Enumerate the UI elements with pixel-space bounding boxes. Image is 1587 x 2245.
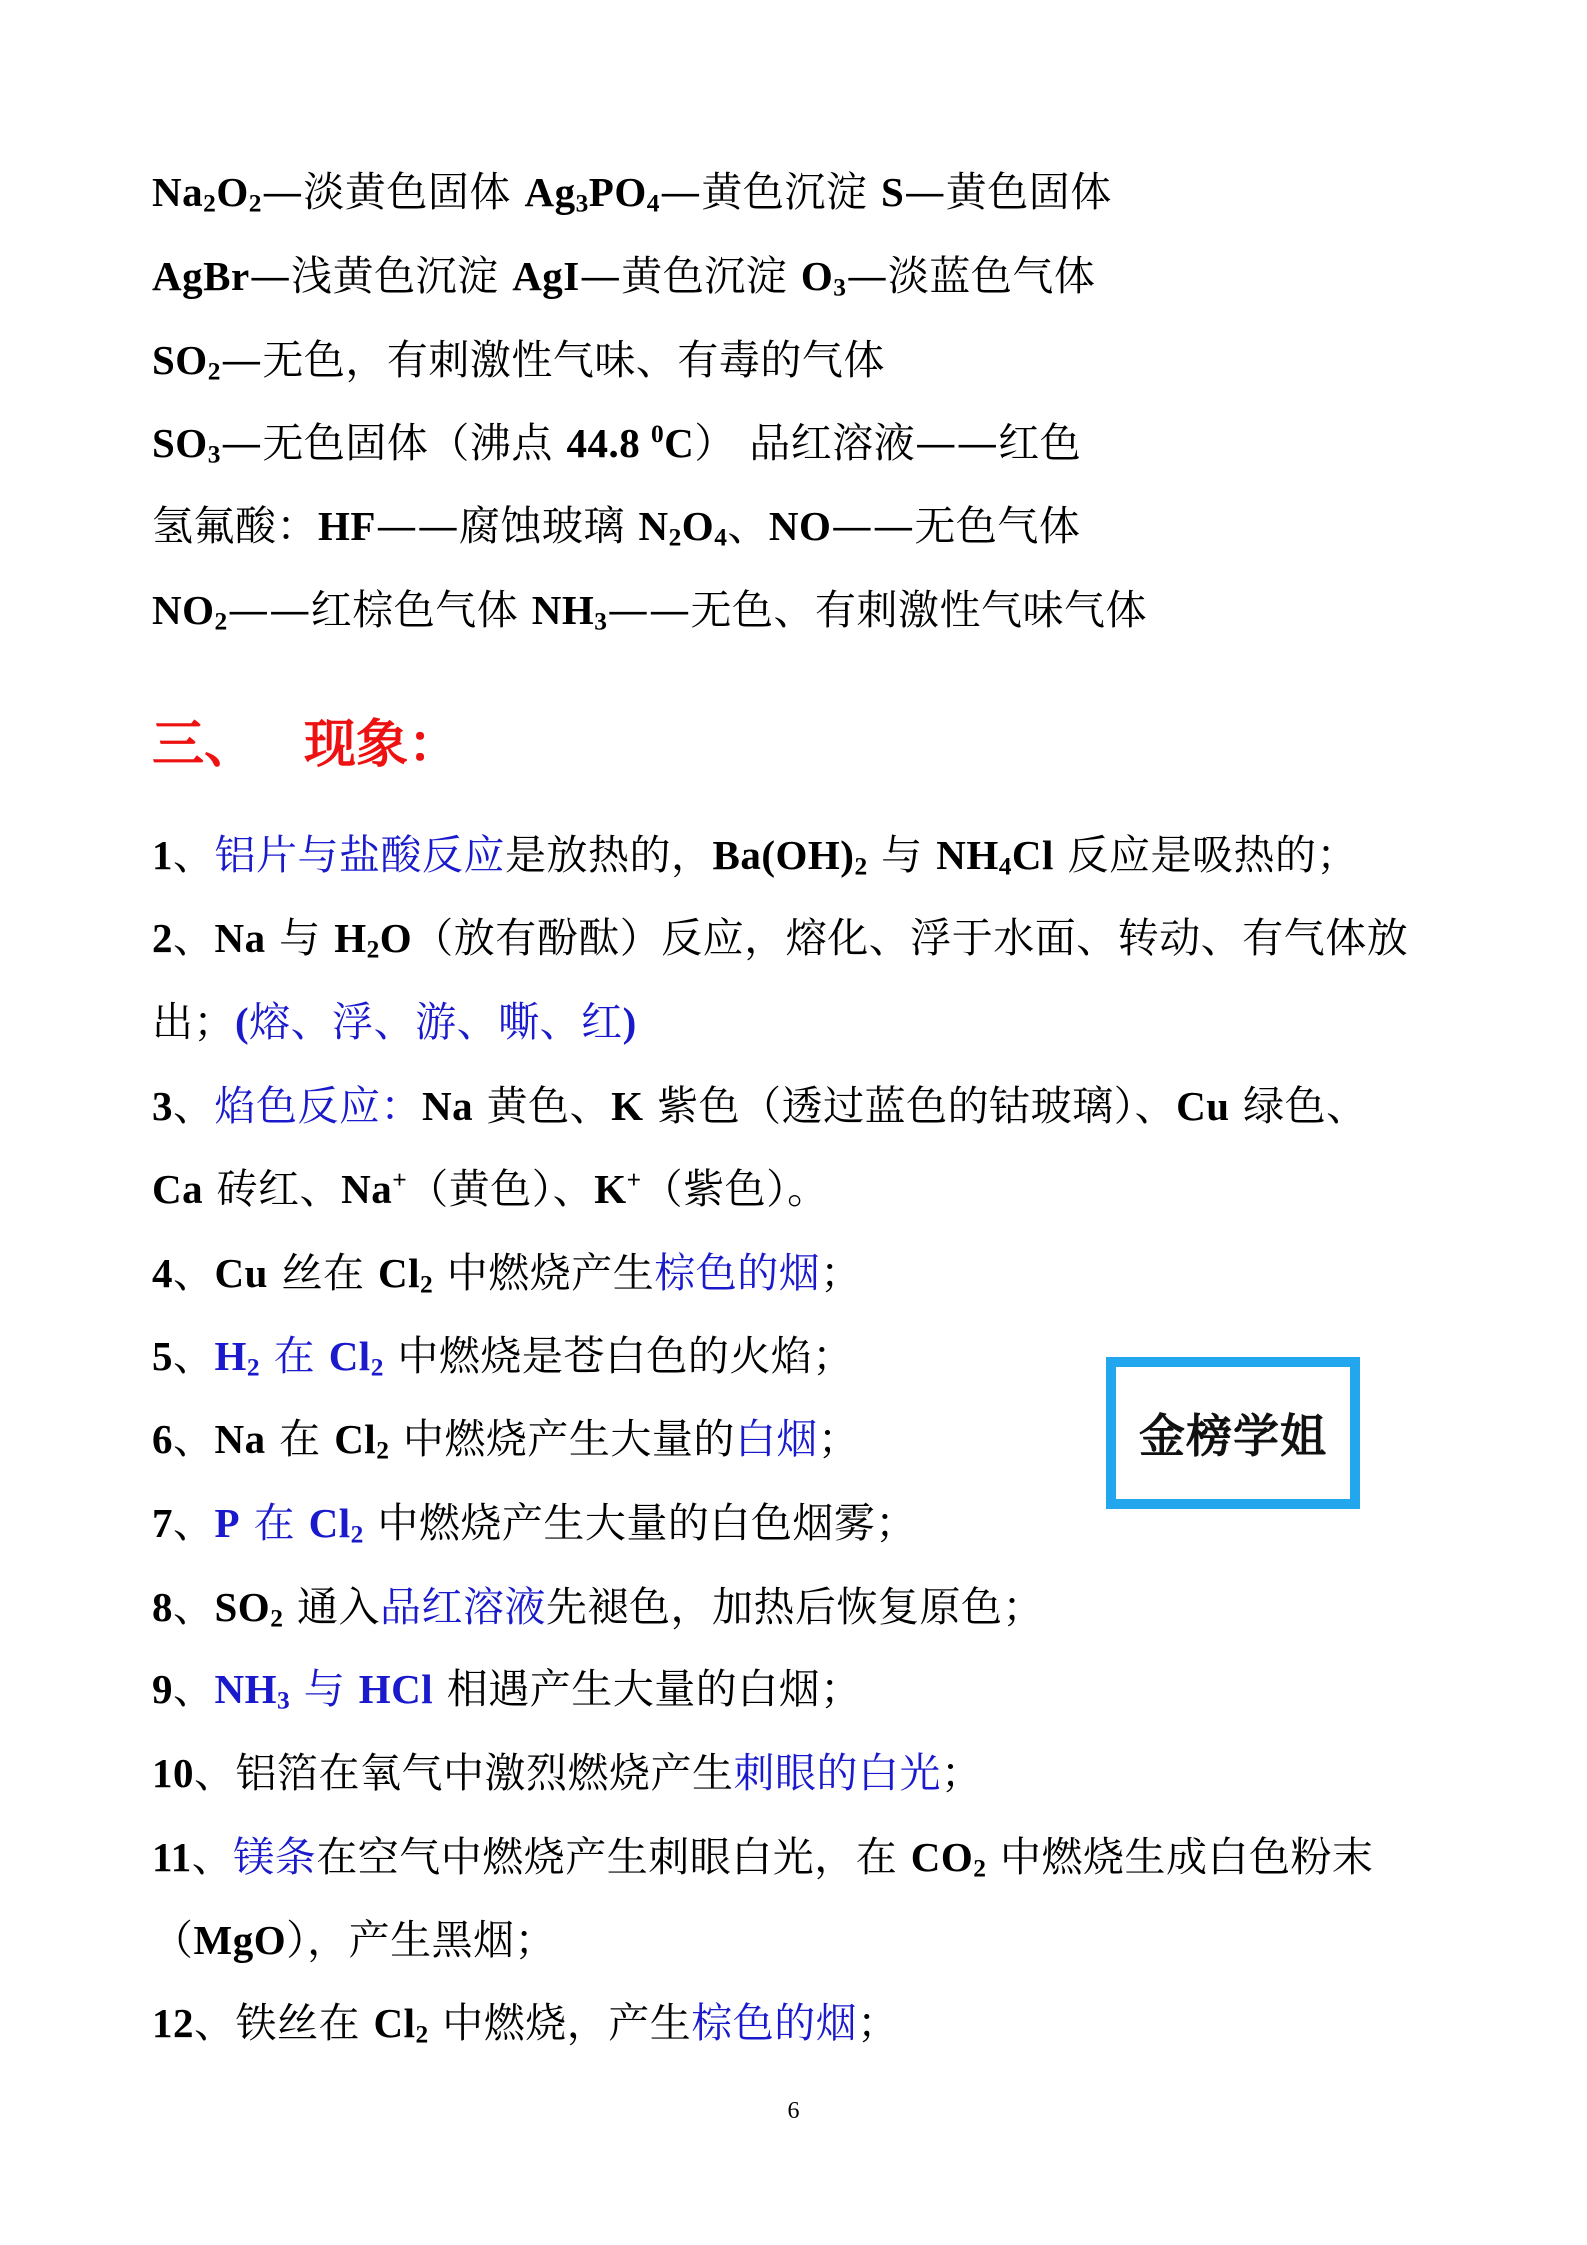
text-run: 在 — [240, 1499, 309, 1547]
phenomenon-item-11-cont — [152, 1916, 556, 1965]
text-run: ) — [622, 999, 637, 1045]
text-run: K — [594, 1166, 627, 1212]
subscript: 4 — [998, 852, 1012, 881]
text-run: 棕色的烟 — [691, 1999, 858, 2047]
text-run: ； — [941, 1749, 983, 1797]
text-run: 丝在 — [267, 1249, 378, 1297]
text-run: SO — [214, 1584, 271, 1630]
property-line-6 — [152, 586, 1147, 635]
text-run: ——无色、有刺激性气味气体 — [607, 586, 1147, 634]
text-run: 镁条 — [233, 1833, 317, 1881]
text-run: ——无色气体 — [831, 502, 1081, 550]
text-run: 6 — [152, 1416, 173, 1462]
text-run: O — [379, 915, 413, 961]
phenomenon-item-10 — [152, 1749, 983, 1798]
text-run: 11 — [152, 1834, 192, 1880]
text-run: 、 — [191, 1833, 234, 1881]
text-run: Na — [422, 1083, 474, 1129]
text-run: 砖红、 — [203, 1165, 342, 1213]
text-run: 7 — [152, 1500, 173, 1546]
subscript: 2 — [415, 2020, 429, 2049]
text-run: K — [611, 1083, 644, 1129]
text-run: —浅黄色沉淀 — [249, 252, 513, 300]
text-run: 在空气中燃烧产生刺眼白光，在 — [316, 1833, 911, 1881]
phenomenon-item-4 — [152, 1249, 862, 1298]
text-run: C — [664, 420, 695, 466]
text-run: S — [880, 169, 905, 215]
text-run: —黄色沉淀 — [579, 252, 801, 300]
section-title: 现象： — [304, 715, 461, 775]
text-run: ——腐蚀玻璃 — [375, 502, 639, 550]
text-run: Na — [214, 915, 266, 961]
text-run: O — [681, 503, 715, 549]
superscript: + — [392, 1165, 408, 1194]
property-line-4 — [152, 419, 1081, 468]
text-run: 棕色的烟 — [654, 1249, 821, 1297]
text-run: N — [638, 503, 669, 549]
text-run: 、 — [173, 1415, 215, 1463]
text-run: 、铁丝在 — [194, 1999, 374, 2047]
text-run: 与 — [265, 914, 335, 962]
text-run: （黄色）、 — [407, 1165, 595, 1213]
phenomenon-item-7 — [152, 1499, 917, 1548]
text-run: NO — [152, 587, 215, 633]
text-run: 与 — [290, 1665, 359, 1713]
text-run: 白烟 — [734, 1415, 818, 1463]
text-run: —淡黄色固体 — [261, 168, 525, 216]
text-run: 12 — [152, 2000, 194, 2046]
text-run: Cl — [1011, 832, 1054, 878]
text-run: PO — [588, 169, 647, 215]
text-run: 先褪色，加热后恢复原色； — [545, 1583, 1044, 1631]
text-run: 、 — [727, 502, 769, 550]
property-line-3 — [152, 336, 885, 385]
phenomenon-item-11 — [152, 1833, 1374, 1882]
text-run: H — [214, 1333, 247, 1379]
phenomenon-item-12 — [152, 1999, 899, 2048]
subscript: 4 — [714, 523, 728, 552]
subscript: 2 — [668, 523, 682, 552]
subscript: 2 — [207, 357, 221, 386]
text-run: Na — [214, 1416, 266, 1462]
text-run: Na — [341, 1166, 393, 1212]
text-run: Cl — [378, 1250, 420, 1296]
property-line-2 — [152, 252, 1095, 301]
text-run: ( — [235, 999, 250, 1045]
text-run: 、 — [173, 1249, 215, 1297]
text-run: 8 — [152, 1584, 173, 1630]
text-run: —无色固体（沸点 — [220, 419, 567, 467]
text-run: Cl — [328, 1333, 371, 1379]
text-run: 、 — [173, 914, 215, 962]
text-run: 黄色、 — [473, 1082, 612, 1130]
text-run: Cu — [214, 1250, 268, 1296]
text-run: 熔、浮、游、嘶、红 — [249, 998, 623, 1046]
property-line-5 — [152, 502, 1080, 551]
subscript: 2 — [350, 1520, 364, 1549]
text-run: 与 — [867, 831, 937, 879]
text-run: Na — [152, 169, 204, 215]
text-run: 4 — [152, 1250, 173, 1296]
text-run: Cl — [334, 1416, 377, 1462]
text-run: 氢氟酸： — [152, 502, 318, 550]
subscript: 3 — [575, 189, 589, 218]
text-run: 铝片与盐酸反应 — [214, 831, 505, 879]
phenomenon-item-9 — [152, 1665, 862, 1714]
text-run: （放有酚酞）反应，熔化、浮于水面、转动、有气体放 — [412, 914, 1409, 962]
text-run: 、 — [173, 1665, 215, 1713]
text-run: —黄色沉淀 — [659, 168, 881, 216]
text-run: （ — [152, 1916, 194, 1964]
text-run: HCl — [358, 1666, 434, 1712]
phenomenon-item-8 — [152, 1583, 1044, 1632]
subscript: 2 — [370, 1353, 384, 1382]
text-run: 通入 — [283, 1583, 380, 1631]
text-run: 反应是吸热的； — [1053, 831, 1358, 879]
subscript: 2 — [854, 852, 868, 881]
text-run: 出； — [152, 998, 235, 1046]
text-run: 10 — [152, 1750, 194, 1796]
text-run: 、 — [173, 1583, 215, 1631]
subscript: 2 — [270, 1604, 284, 1633]
text-run: 、 — [173, 831, 215, 879]
text-run: NO — [768, 503, 832, 549]
subscript: 2 — [973, 1854, 987, 1883]
text-run: —无色，有刺激性气味、有毒的气体 — [220, 336, 885, 384]
subscript: 2 — [203, 189, 217, 218]
phenomenon-item-6 — [152, 1415, 859, 1464]
text-run: 中燃烧产生 — [433, 1249, 655, 1297]
subscript: 3 — [833, 273, 847, 302]
text-run: Cl — [308, 1500, 351, 1546]
text-run: 、 — [173, 1499, 215, 1547]
text-run: Cl — [373, 2000, 416, 2046]
superscript: + — [626, 1165, 642, 1194]
text-run: O — [800, 253, 834, 299]
text-run: O — [216, 169, 249, 215]
section-heading — [152, 702, 460, 777]
phenomenon-item-3 — [152, 1082, 1368, 1131]
text-run: Ca — [152, 1166, 204, 1212]
text-run: ），产生黑烟； — [286, 1916, 557, 1964]
page-number: 6 — [787, 2098, 800, 2124]
phenomenon-item-2-cont — [152, 998, 637, 1047]
subscript: 2 — [376, 1436, 390, 1465]
text-run: SO — [152, 420, 208, 466]
watermark-stamp — [1106, 1357, 1360, 1509]
subscript: 4 — [646, 189, 660, 218]
text-run: （紫色）。 — [641, 1165, 829, 1213]
text-run: 中燃烧是苍白色的火焰； — [383, 1332, 854, 1380]
text-run: 是放热的， — [505, 831, 713, 879]
text-run: 刺眼的白光 — [733, 1749, 941, 1797]
text-run: 相遇产生大量的白烟； — [433, 1665, 862, 1713]
text-run: H — [334, 915, 367, 961]
subscript: 2 — [420, 1270, 434, 1299]
text-run: 2 — [152, 915, 173, 961]
text-run: 3 — [152, 1083, 173, 1129]
subscript: 3 — [277, 1686, 291, 1715]
text-run: P — [214, 1500, 241, 1546]
text-run: 紫色（透过蓝色的钴玻璃）、 — [643, 1082, 1177, 1130]
phenomenon-item-2 — [152, 914, 1408, 963]
stamp-text: 金榜学姐 — [1139, 1409, 1327, 1463]
text-run: HF — [318, 503, 376, 549]
text-run: 中燃烧产生大量的 — [389, 1415, 735, 1463]
subscript: 2 — [246, 1353, 261, 1382]
subscript: 3 — [207, 440, 221, 469]
text-run: 焰色反应： — [214, 1082, 422, 1130]
text-run: 在 — [260, 1332, 329, 1380]
text-run: MgO — [193, 1917, 287, 1963]
text-run: AgBr — [152, 253, 250, 299]
superscript: 0 — [650, 419, 665, 448]
text-run: 中燃烧，产生 — [428, 1999, 692, 2047]
phenomenon-item-5 — [152, 1332, 854, 1381]
text-run: 绿色、 — [1229, 1082, 1368, 1130]
subscript: 3 — [594, 607, 608, 636]
text-run: 44.8 — [566, 420, 651, 466]
text-run: ； — [857, 1999, 899, 2047]
text-run: ） 品红溶液——红色 — [694, 419, 1082, 467]
text-run: 中燃烧产生大量的白色烟雾； — [363, 1499, 917, 1547]
text-run: 1 — [152, 832, 173, 878]
text-run: 、 — [173, 1082, 215, 1130]
subscript: 2 — [248, 189, 262, 218]
text-run: —淡蓝色气体 — [846, 252, 1096, 300]
text-run: SO — [152, 337, 208, 383]
section-number: 三、 — [152, 715, 257, 775]
text-run: 中燃烧生成白色粉末 — [986, 1833, 1374, 1881]
text-run: 、铝箔在氧气中激烈燃烧产生 — [194, 1749, 734, 1797]
subscript: 2 — [366, 935, 380, 964]
text-run: ； — [817, 1415, 860, 1463]
text-run: —黄色固体 — [904, 168, 1112, 216]
text-run: AgI — [512, 253, 580, 299]
text-run: ——红棕色气体 — [227, 586, 532, 634]
text-run: ； — [820, 1249, 862, 1297]
text-run: NH — [936, 832, 999, 878]
property-line-1 — [152, 168, 1112, 217]
text-run: NH — [214, 1666, 277, 1712]
text-run: Ba(OH) — [712, 832, 855, 878]
phenomenon-item-1 — [152, 831, 1358, 880]
text-run: 5 — [152, 1333, 173, 1379]
text-run: NH — [531, 587, 595, 633]
subscript: 2 — [214, 607, 228, 636]
text-run: 在 — [265, 1415, 335, 1463]
phenomenon-item-3-cont — [152, 1165, 829, 1214]
text-run: Cu — [1176, 1083, 1230, 1129]
text-run: 9 — [152, 1666, 173, 1712]
text-run: 品红溶液 — [379, 1583, 546, 1631]
text-run: CO — [910, 1834, 974, 1880]
text-run: Ag — [524, 169, 576, 215]
text-run: 、 — [173, 1332, 215, 1380]
